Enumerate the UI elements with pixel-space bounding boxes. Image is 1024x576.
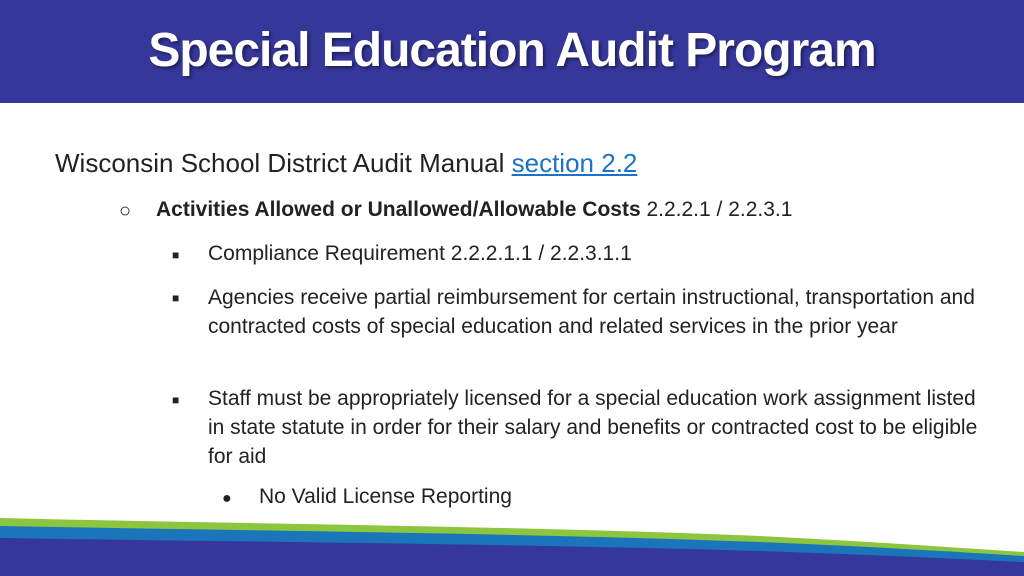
footer-wave-decoration bbox=[0, 500, 1024, 576]
hollow-circle-bullet-icon: ○ bbox=[119, 200, 132, 222]
slide-title: Special Education Audit Program bbox=[148, 24, 876, 77]
license-reporting-item: No Valid License Reporting bbox=[259, 485, 512, 508]
licensing-item: Staff must be appropriately licensed for a special education work assignment listed in state statute in order for their salary and benefits or contracted cost to be eligible for aid bbox=[208, 387, 978, 468]
manual-heading bbox=[55, 148, 637, 179]
manual-heading-text: Wisconsin School District Audit Manual bbox=[55, 148, 512, 178]
dot-bullet-icon: ● bbox=[222, 490, 232, 507]
reimbursement-item: Agencies receive partial reimbursement for certain instructional, transportation and contracted costs of special education and related services in the prior year bbox=[208, 286, 975, 338]
activities-item-bold: Activities Allowed or Unallowed/Allowable Costs bbox=[156, 198, 641, 221]
activities-item bbox=[156, 198, 792, 222]
section-link[interactable]: section 2.2 bbox=[511, 148, 638, 178]
square-bullet-icon: ■ bbox=[172, 291, 180, 305]
compliance-item: Compliance Requirement 2.2.2.1.1 / 2.2.3.1.1 bbox=[208, 242, 632, 265]
square-bullet-icon: ■ bbox=[172, 393, 180, 407]
activities-item-rest: 2.2.2.1 / 2.2.3.1 bbox=[640, 198, 793, 221]
square-bullet-icon: ■ bbox=[172, 248, 180, 262]
